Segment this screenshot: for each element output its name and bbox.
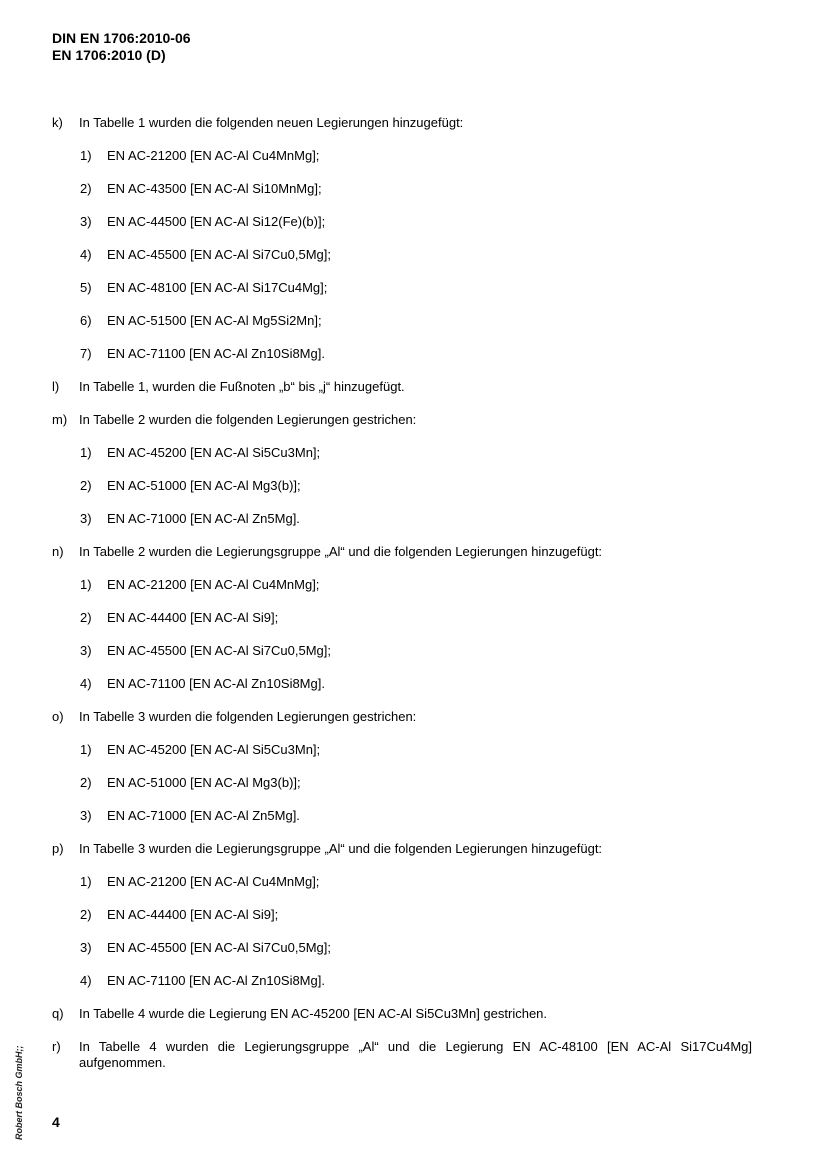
sub-list-item-text: EN AC-45500 [EN AC-Al Si7Cu0,5Mg]; (107, 247, 331, 262)
sub-list-item (52, 313, 752, 329)
list-item-text: In Tabelle 1, wurden die Fußnoten „b“ bis „j“ hinzugefügt. (79, 379, 405, 394)
list-item-text: In Tabelle 1 wurden die folgenden neuen Legierungen hinzugefügt: (79, 115, 464, 130)
sub-list-item (52, 907, 752, 923)
list-item-text: In Tabelle 2 wurden die Legierungsgruppe „Al“ und die folgenden Legierungen hinzugefügt: (79, 544, 603, 559)
sub-list-item (52, 874, 752, 890)
sub-list-item-label: 1) (80, 874, 92, 889)
sub-list-item-text: EN AC-71100 [EN AC-Al Zn10Si8Mg]. (107, 973, 325, 988)
list-item-label: m) (52, 412, 68, 427)
list-item-text: In Tabelle 2 wurden die folgenden Legierungen gestrichen: (79, 412, 417, 427)
list-item-text: In Tabelle 3 wurden die folgenden Legierungen gestrichen: (79, 709, 417, 724)
sub-list-item-label: 3) (80, 808, 92, 823)
sub-list-item-label: 5) (80, 280, 92, 295)
list-item-label: l) (52, 379, 60, 394)
document-header (52, 30, 191, 64)
sub-list-item (52, 148, 752, 164)
sub-list-item (52, 808, 752, 824)
sub-list-item-text: EN AC-45500 [EN AC-Al Si7Cu0,5Mg]; (107, 940, 331, 955)
sub-list-item-text: EN AC-48100 [EN AC-Al Si17Cu4Mg]; (107, 280, 328, 295)
list-item (52, 709, 752, 725)
sub-list-item (52, 610, 752, 626)
list-item (52, 841, 752, 857)
list-item-label: p) (52, 841, 64, 856)
sub-list-item-label: 3) (80, 643, 92, 658)
sub-list-item-label: 3) (80, 940, 92, 955)
sub-list-item (52, 214, 752, 230)
sub-list-item (52, 775, 752, 791)
sub-list-item-text: EN AC-51000 [EN AC-Al Mg3(b)]; (107, 478, 301, 493)
sub-list-item-label: 4) (80, 973, 92, 988)
sub-list-item (52, 973, 752, 989)
sub-list-item-text: EN AC-71000 [EN AC-Al Zn5Mg]. (107, 808, 300, 823)
sub-list-item-text: EN AC-21200 [EN AC-Al Cu4MnMg]; (107, 577, 320, 592)
sub-list-item (52, 940, 752, 956)
list-item-label: r) (52, 1039, 61, 1054)
sub-list-item-label: 4) (80, 247, 92, 262)
side-watermark: Robert Bosch GmbH;; (14, 1045, 24, 1140)
sub-list-item-text: EN AC-44500 [EN AC-Al Si12(Fe)(b)]; (107, 214, 326, 229)
sub-list-item-label: 2) (80, 775, 92, 790)
list-item (52, 379, 752, 395)
sub-list-item (52, 643, 752, 659)
sub-list-item-label: 2) (80, 478, 92, 493)
sub-list-item (52, 280, 752, 296)
sub-list-item-text: EN AC-71100 [EN AC-Al Zn10Si8Mg]. (107, 676, 325, 691)
sub-list-item-label: 1) (80, 445, 92, 460)
list-item (52, 115, 752, 131)
list-item-label: k) (52, 115, 63, 130)
sub-list-item-text: EN AC-45500 [EN AC-Al Si7Cu0,5Mg]; (107, 643, 331, 658)
sub-list-item-text: EN AC-45200 [EN AC-Al Si5Cu3Mn]; (107, 742, 321, 757)
sub-list-item-text: EN AC-51500 [EN AC-Al Mg5Si2Mn]; (107, 313, 322, 328)
sub-list-item (52, 511, 752, 527)
sub-list-item-label: 1) (80, 742, 92, 757)
list-item (52, 544, 752, 560)
list-item-label: n) (52, 544, 64, 559)
sub-list-item-label: 4) (80, 676, 92, 691)
sub-list-item-text: EN AC-44400 [EN AC-Al Si9]; (107, 907, 279, 922)
sub-list-item (52, 181, 752, 197)
sub-list-item (52, 445, 752, 461)
sub-list-item-text: EN AC-21200 [EN AC-Al Cu4MnMg]; (107, 148, 320, 163)
sub-list-item-text: EN AC-71100 [EN AC-Al Zn10Si8Mg]. (107, 346, 325, 361)
sub-list-item-label: 6) (80, 313, 92, 328)
sub-list-item (52, 247, 752, 263)
sub-list-item (52, 346, 752, 362)
sub-list-item-text: EN AC-51000 [EN AC-Al Mg3(b)]; (107, 775, 301, 790)
sub-list-item (52, 742, 752, 758)
sub-list-item-label: 1) (80, 577, 92, 592)
sub-list-item-label: 2) (80, 181, 92, 196)
change-list (52, 115, 752, 1071)
sub-list-item-text: EN AC-71000 [EN AC-Al Zn5Mg]. (107, 511, 300, 526)
list-item-text: In Tabelle 4 wurde die Legierung EN AC-45200 [EN AC-Al Si5Cu3Mn] gestrichen. (79, 1006, 548, 1021)
sub-list-item (52, 577, 752, 593)
standard-number: DIN EN 1706:2010-06 (52, 30, 191, 46)
sub-list-item (52, 676, 752, 692)
sub-list-item-label: 3) (80, 511, 92, 526)
standard-edition: EN 1706:2010 (D) (52, 47, 166, 63)
sub-list-item-label: 7) (80, 346, 92, 361)
page-number: 4 (52, 1114, 60, 1130)
sub-list-item-label: 2) (80, 907, 92, 922)
sub-list-item (52, 478, 752, 494)
sub-list-item-label: 3) (80, 214, 92, 229)
sub-list-item-text: EN AC-45200 [EN AC-Al Si5Cu3Mn]; (107, 445, 321, 460)
sub-list-item-text: EN AC-21200 [EN AC-Al Cu4MnMg]; (107, 874, 320, 889)
sub-list-item-label: 1) (80, 148, 92, 163)
sub-list-item-label: 2) (80, 610, 92, 625)
sub-list-item-text: EN AC-44400 [EN AC-Al Si9]; (107, 610, 279, 625)
sub-list-item-text: EN AC-43500 [EN AC-Al Si10MnMg]; (107, 181, 322, 196)
list-item-text: In Tabelle 4 wurden die Legierungsgruppe „Al“ und die Legierung EN AC-48100 [EN AC-Al Si17Cu4Mg] aufgenommen. (79, 1039, 752, 1070)
list-item-label: o) (52, 709, 64, 724)
list-item (52, 412, 752, 428)
list-item (52, 1039, 752, 1071)
list-item-text: In Tabelle 3 wurden die Legierungsgruppe „Al“ und die folgenden Legierungen hinzugefügt: (79, 841, 603, 856)
list-item (52, 1006, 752, 1022)
list-item-label: q) (52, 1006, 64, 1021)
